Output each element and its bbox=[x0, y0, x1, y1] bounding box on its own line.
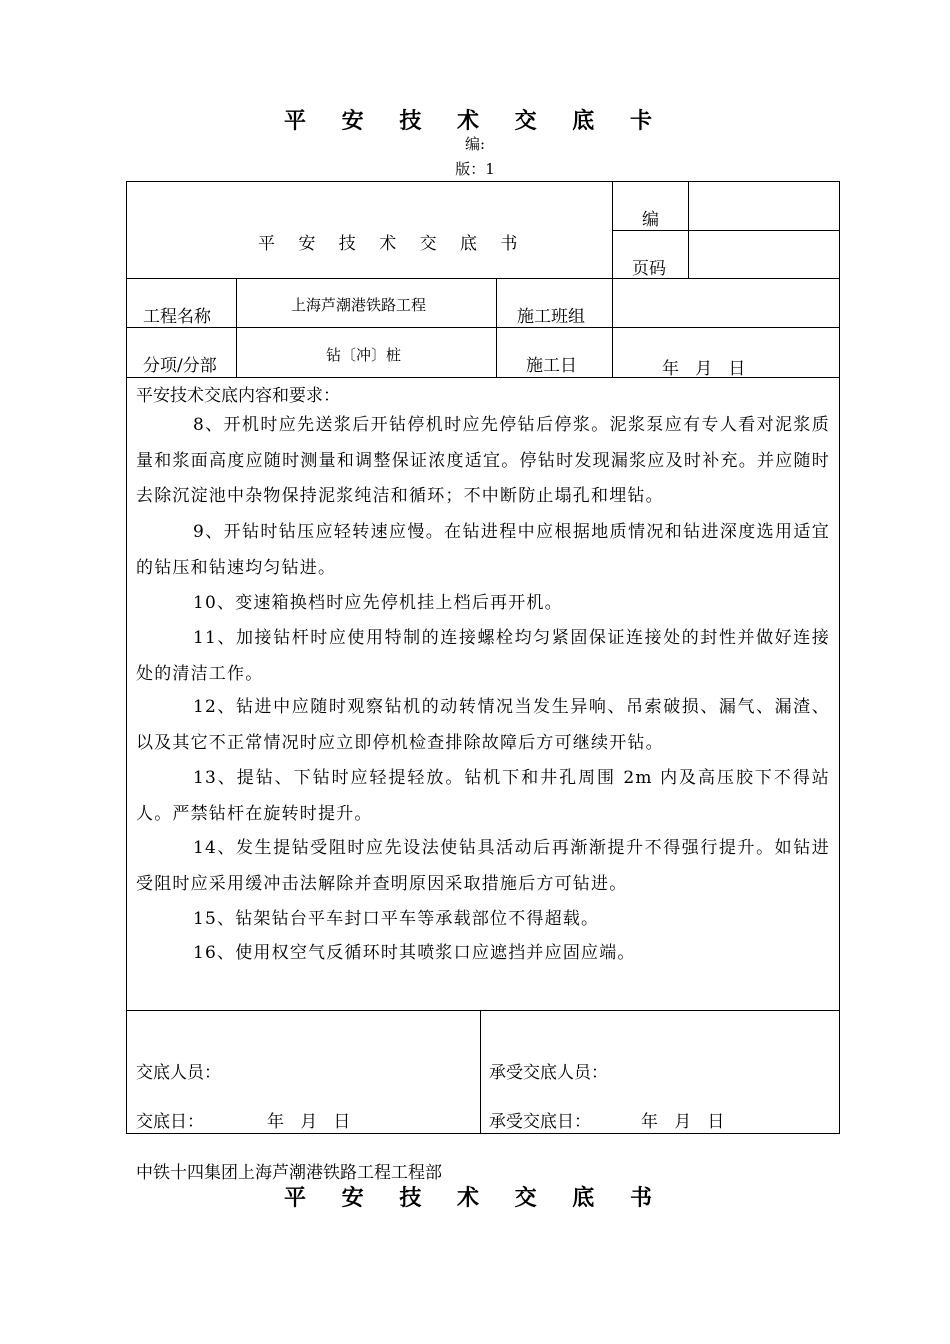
doc-title: 平 安 技 术 交 底 书 bbox=[258, 234, 527, 254]
page-label: 页码 bbox=[632, 259, 666, 279]
giver-date-field[interactable]: 年 月 日 bbox=[267, 1112, 351, 1132]
date-field[interactable]: 年 月 日 bbox=[662, 359, 746, 379]
paragraph-16: 16、使用权空气反循环时其喷浆口应遮挡并应固应端。 bbox=[193, 943, 636, 963]
paragraph-8: 8、开机时应先送浆后开钻停机时应先停钻后停浆。泥浆泵应有专人看对泥浆质量和浆面高度应随时测量和调整保证浓度适宜。停钻时发现漏浆应及时补充。并应随时去除沉淀池中杂物保持泥浆纯洁和循环；不中断防止塌孔和埋钻。 bbox=[136, 415, 830, 506]
giver-label: 交底人员： bbox=[136, 1063, 221, 1083]
paragraph-15: 15、钻架钻台平车封口平车等承载部位不得超载。 bbox=[193, 909, 600, 929]
version-label: 版：1 bbox=[455, 160, 495, 178]
paragraph-9: 9、开钻时钻压应轻转速应慢。在钻进程中应根据地质情况和钻进深度选用适宜的钻压和钻速均匀钻进。 bbox=[136, 522, 830, 578]
edit-label: 编: bbox=[464, 135, 486, 153]
receiver-date-field[interactable]: 年 月 日 bbox=[641, 1112, 725, 1132]
content-heading: 平安技术交底内容和要求： bbox=[136, 386, 340, 406]
page-title: 平 安 技 术 交 底 卡 bbox=[284, 108, 666, 134]
receiver-label: 承受交底人员： bbox=[489, 1063, 608, 1083]
org-name: 中铁十四集团上海芦潮港铁路工程工程部 bbox=[136, 1163, 442, 1183]
date-label: 施工日 bbox=[526, 356, 577, 376]
paragraph-11: 11、加接钻杆时应使用特制的连接螺栓均匀紧固保证连接处的封性并做好连接处的清洁工作。 bbox=[136, 628, 830, 684]
paragraph-10: 10、变速箱换档时应先停机挂上档后再开机。 bbox=[193, 593, 563, 613]
next-page-title: 平 安 技 术 交 底 书 bbox=[284, 1185, 666, 1211]
section-label: 分项/分部 bbox=[143, 356, 217, 376]
receiver-date-label: 承受交底日： bbox=[489, 1112, 591, 1132]
project-name-label: 工程名称 bbox=[143, 307, 211, 327]
project-name-value: 上海芦潮港铁路工程 bbox=[291, 296, 427, 314]
giver-date-label: 交底日： bbox=[136, 1112, 204, 1132]
paragraph-14: 14、发生提钻受阻时应先设法使钻具活动后再渐渐提升不得强行提升。如钻进受阻时应采用缓冲击法解除并查明原因采取措施后方可钻进。 bbox=[136, 838, 830, 894]
section-value: 钻〔冲〕桩 bbox=[326, 346, 402, 364]
paragraph-13: 13、提钻、下钻时应轻提轻放。钻机下和井孔周围 2m 内及高压胶下不得站人。严禁钻杆在旋转时提升。 bbox=[136, 768, 830, 824]
number-label: 编 bbox=[642, 210, 659, 230]
paragraph-12: 12、钻进中应随时观察钻机的动转情况当发生异响、吊索破损、漏气、漏渣、以及其它不正常情况时应立即停机检查排除故障后方可继续开钻。 bbox=[136, 697, 830, 753]
team-label: 施工班组 bbox=[517, 307, 585, 327]
